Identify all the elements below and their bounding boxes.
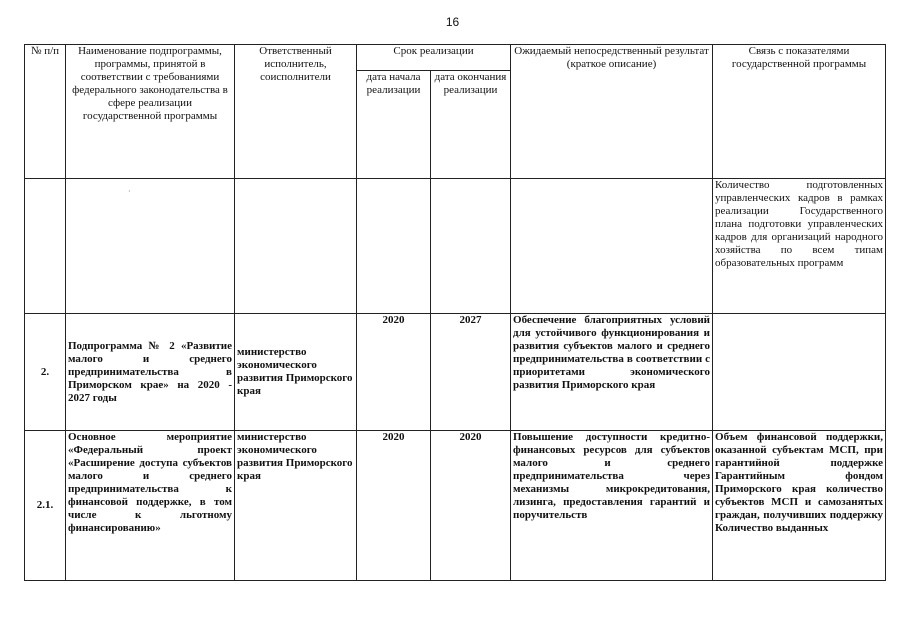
table-row bbox=[25, 431, 886, 581]
row-name: Основное мероприятие «Федеральный проект «Расширение доступа субъектов малого и среднего предпринимательства к финансовой поддержке, в том числе к льготному финансированию» bbox=[66, 431, 235, 581]
header-name: Наименование подпрограммы, программы, принятой в соответствии с требованиями федерального законодательства в сфере реализации государственной программы bbox=[66, 45, 235, 179]
row-result: Обеспечение благоприятных условий для устойчивого функционирования и развития субъектов малого и среднего предпринимательства в соответствии с приоритетами экономического развития Приморского края bbox=[511, 314, 713, 431]
row-end: 2020 bbox=[431, 431, 511, 581]
header-executor: Ответственный исполнитель, соисполнители bbox=[235, 45, 357, 179]
row-num bbox=[25, 179, 66, 314]
row-link: Объем финансовой поддержки, оказанной субъектам МСП, при гарантийной поддержке Гарантийным фондом Приморского края количество субъектов МСП и самозанятых граждан, получивших поддержку Количество выданных bbox=[713, 431, 886, 581]
row-num: 2. bbox=[25, 314, 66, 431]
table-row bbox=[25, 179, 886, 314]
scan-mark: · bbox=[128, 187, 131, 196]
header-result: Ожидаемый непосредственный результат (краткое описание) bbox=[511, 45, 713, 179]
row-name: Подпрограмма № 2 «Развитие малого и среднего предпринимательства в Приморском крае» на 2020 - 2027 годы bbox=[66, 314, 235, 431]
header-link: Связь с показателями государственной программы bbox=[713, 45, 886, 179]
row-end bbox=[431, 179, 511, 314]
row-start bbox=[357, 179, 431, 314]
row-num: 2.1. bbox=[25, 431, 66, 581]
program-table bbox=[24, 44, 886, 581]
row-link: Количество подготовленных управленческих кадров в рамках реализации Государственного плана подготовки управленческих кадров для организаций народного хозяйства по всем типам образовательных программ bbox=[713, 179, 886, 314]
header-row-1 bbox=[25, 45, 886, 71]
header-end: дата окончания реализации bbox=[431, 71, 511, 179]
row-executor: министерство экономического развития Приморского края bbox=[235, 431, 357, 581]
header-period: Срок реализации bbox=[357, 45, 511, 71]
header-start: дата начала реализации bbox=[357, 71, 431, 179]
row-start: 2020 bbox=[357, 431, 431, 581]
header-num: № п/п bbox=[25, 45, 66, 179]
row-start: 2020 bbox=[357, 314, 431, 431]
row-result: Повышение доступности кредитно-финансовых ресурсов для субъектов малого и среднего предпринимательства через механизмы микрокредитования, лизинга, предоставления гарантий и поручительств bbox=[511, 431, 713, 581]
row-executor bbox=[235, 179, 357, 314]
row-end: 2027 bbox=[431, 314, 511, 431]
row-name bbox=[66, 179, 235, 314]
page-number: 16 bbox=[445, 15, 460, 29]
row-result bbox=[511, 179, 713, 314]
row-link bbox=[713, 314, 886, 431]
row-executor: министерство экономического развития Приморского края bbox=[235, 314, 357, 431]
table-row bbox=[25, 314, 886, 431]
